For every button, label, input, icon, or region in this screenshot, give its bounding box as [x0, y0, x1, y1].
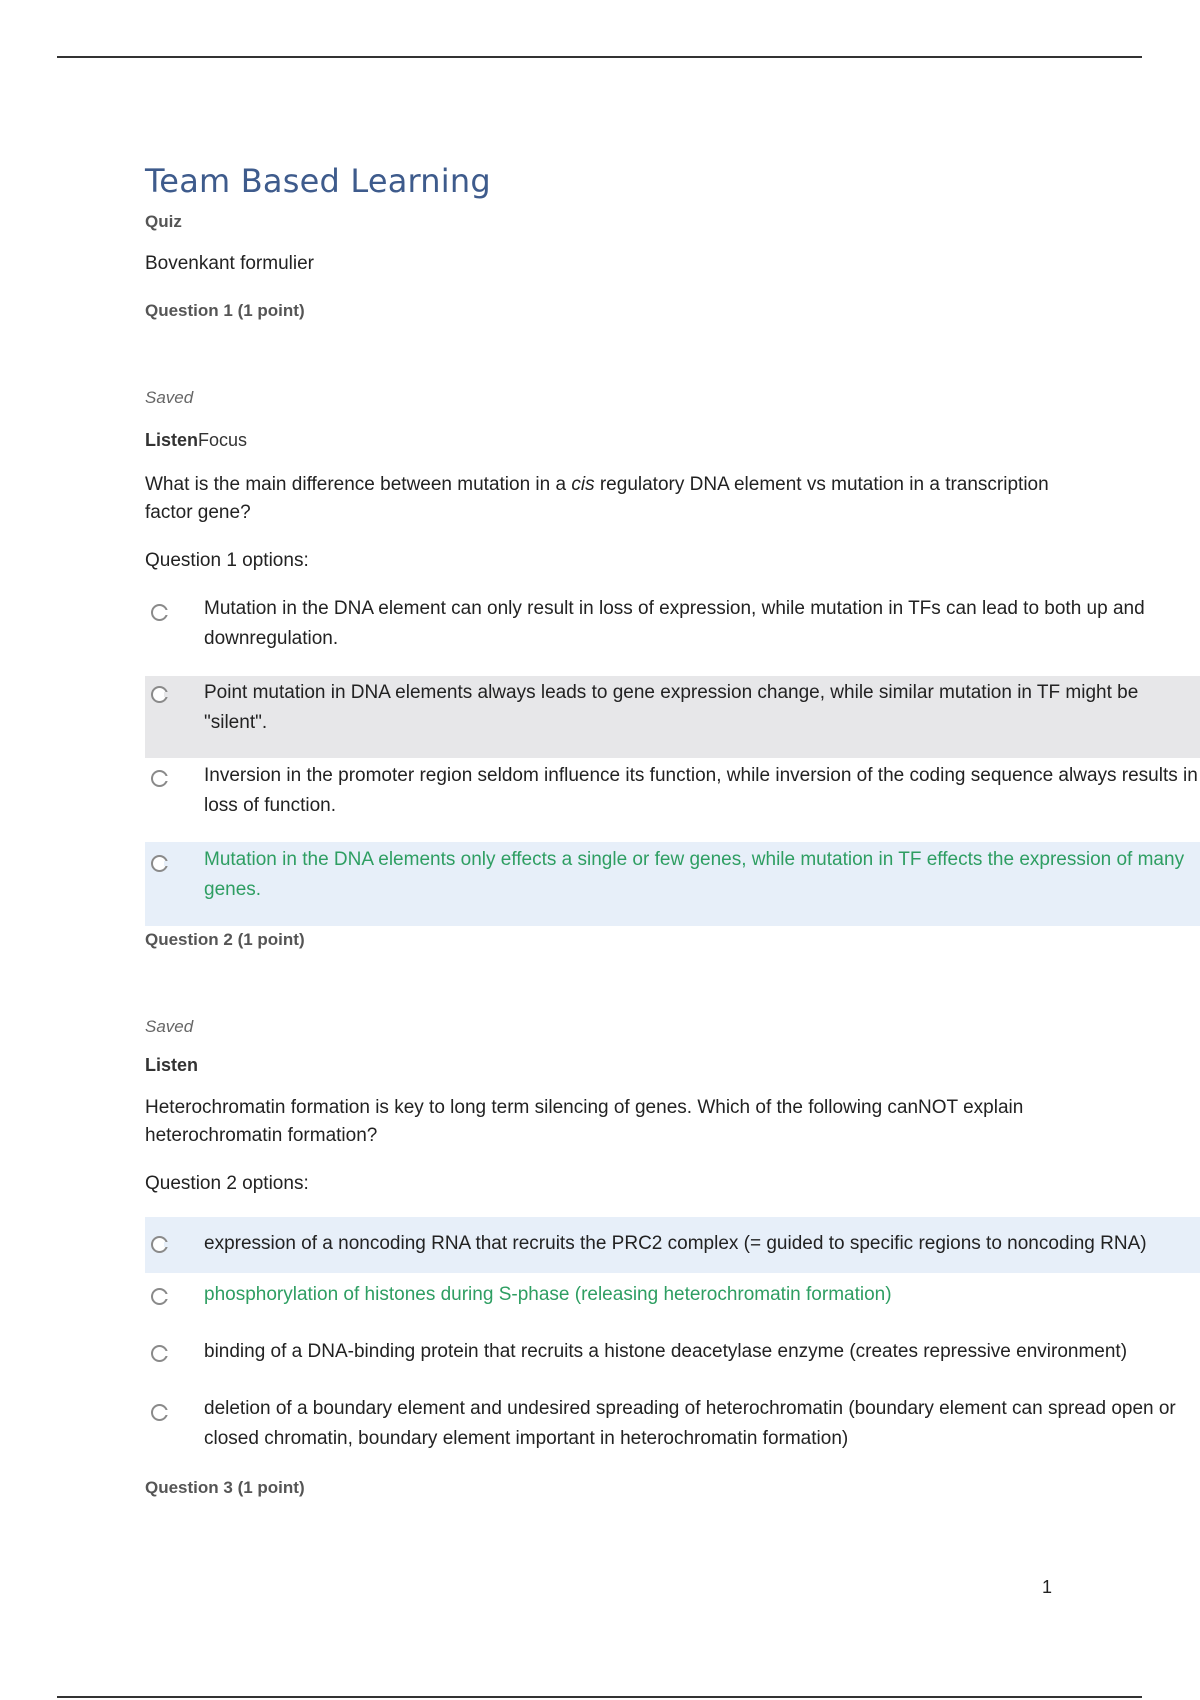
- question-2-listen-controls: [145, 1055, 198, 1076]
- question-3-header: Question 3 (1 point): [145, 1478, 305, 1497]
- question-2-prompt: Heterochromatin formation is key to long term silencing of genes. Which of the following canNOT explain heterochromatin formation?: [145, 1097, 1024, 1146]
- question-1-options-label: Question 1 options:: [145, 550, 309, 571]
- radio-button-icon[interactable]: [151, 1345, 168, 1362]
- question-2-option-3[interactable]: [145, 1337, 1200, 1377]
- bottom-rule: [57, 1696, 1142, 1698]
- option-text: Mutation in the DNA element can only result in loss of expression, while mutation in TFs can lead to both up and downregulation.: [204, 598, 1145, 649]
- radio-button-icon[interactable]: [151, 604, 168, 621]
- option-text: binding of a DNA-binding protein that recruits a histone deacetylase enzyme (creates repressive environment): [204, 1341, 1128, 1362]
- question-1-option-4[interactable]: [145, 842, 1200, 926]
- option-text: Inversion in the promoter region seldom influence its function, while inversion of the coding sequence always results in loss of function.: [204, 765, 1198, 816]
- question-2-header: Question 2 (1 point): [145, 930, 305, 949]
- question-2-options-label: Question 2 options:: [145, 1173, 309, 1194]
- page-number: 1: [1042, 1577, 1053, 1597]
- question-1-option-2[interactable]: [145, 676, 1200, 758]
- page-title: Team Based Learning: [145, 162, 491, 200]
- radio-button-icon[interactable]: [151, 855, 168, 872]
- listen-button[interactable]: Listen: [145, 1055, 199, 1075]
- question-2-option-4[interactable]: [145, 1392, 1200, 1464]
- radio-button-icon[interactable]: [151, 686, 168, 703]
- option-text-correct-answer: Mutation in the DNA elements only effects a single or few genes, while mutation in TF effects the expression of many genes.: [204, 849, 1185, 900]
- question-1-option-3[interactable]: [145, 760, 1200, 842]
- radio-button-icon[interactable]: [151, 770, 168, 787]
- option-text-correct-answer: phosphorylation of histones during S-phase (releasing heterochromatin formation): [204, 1284, 892, 1305]
- option-text: Point mutation in DNA elements always leads to gene expression change, while similar mutation in TF might be "silent".: [204, 682, 1139, 733]
- question-1-prompt: What is the main difference between mutation in a cis regulatory DNA element vs mutation in a transcription factor gene?: [145, 474, 1049, 523]
- question-1-header: Question 1 (1 point): [145, 301, 305, 320]
- radio-button-icon[interactable]: [151, 1404, 168, 1421]
- form-name: Bovenkant formulier: [145, 253, 314, 274]
- question-2-saved-status: Saved: [145, 1017, 194, 1036]
- focus-button[interactable]: Focus: [198, 430, 248, 450]
- option-text: expression of a noncoding RNA that recruits the PRC2 complex (= guided to specific regions to noncoding RNA): [204, 1233, 1147, 1254]
- question-1-saved-status: Saved: [145, 388, 194, 407]
- listen-button[interactable]: Listen: [145, 430, 199, 450]
- question-1-listen-controls: [145, 430, 247, 451]
- question-2-option-1[interactable]: [145, 1217, 1200, 1273]
- question-2-option-2[interactable]: [145, 1278, 1200, 1318]
- radio-button-icon[interactable]: [151, 1236, 168, 1253]
- top-rule: [57, 56, 1142, 58]
- question-1-option-1[interactable]: [145, 590, 1200, 662]
- option-text: deletion of a boundary element and undesired spreading of heterochromatin (boundary element can spread open or closed chromatin, boundary element important in heterochromatin formation): [204, 1398, 1176, 1449]
- page-subtitle: Quiz: [145, 212, 182, 231]
- radio-button-icon[interactable]: [151, 1288, 168, 1305]
